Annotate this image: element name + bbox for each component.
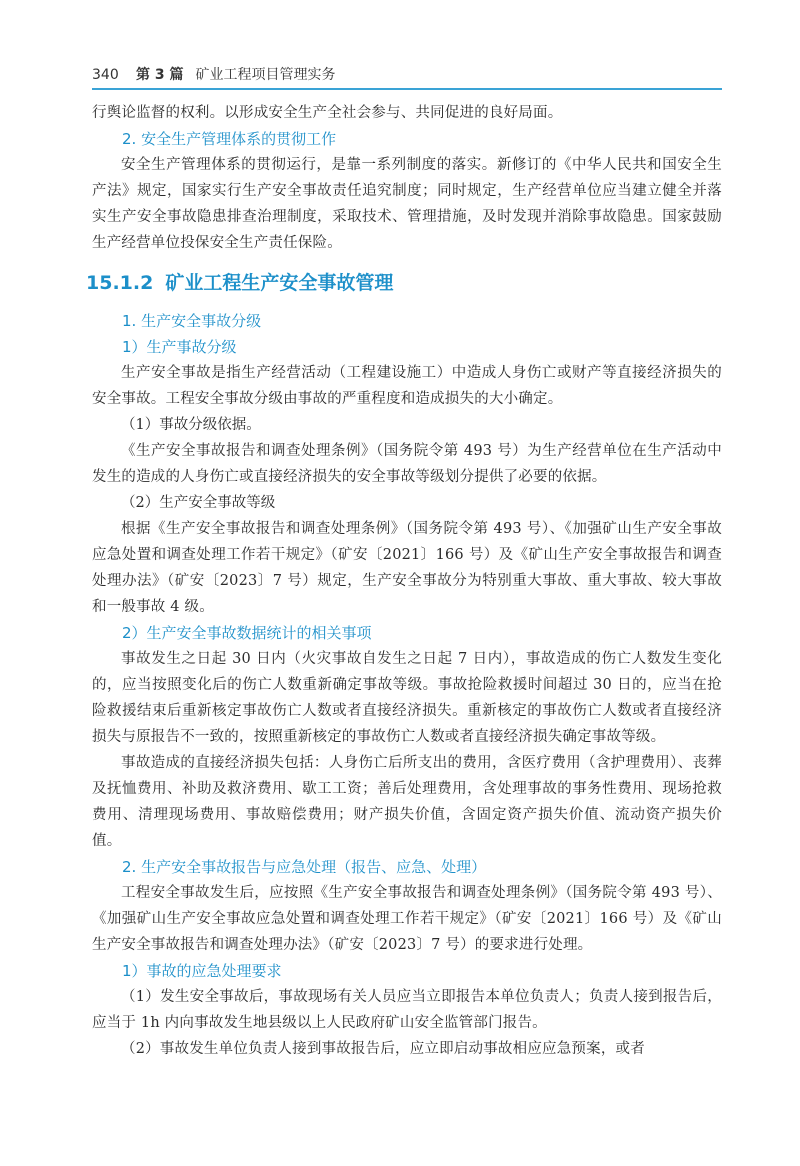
- section-number: 15.1.2: [86, 272, 154, 294]
- subheading: 1）生产事故分级: [122, 338, 237, 356]
- page-number: 340: [92, 67, 119, 83]
- subheading: 2. 安全生产管理体系的贯彻工作: [122, 130, 337, 148]
- paragraph: 《生产安全事故报告和调查处理条例》（国务院令第 493 号）为生产经营单位在生产活动中发生的造成的人身伤亡或直接经济损失的安全事故等级划分提供了必要的依据。: [92, 443, 722, 485]
- list-item: （1）事故分级依据。: [121, 417, 261, 433]
- subheading: 1）事故的应急处理要求: [122, 962, 282, 980]
- book-title: 矿业工程项目管理实务: [195, 67, 336, 83]
- paragraph: 行舆论监督的权利。以形成安全生产全社会参与、共同促进的良好局面。: [92, 105, 563, 121]
- paragraph: 事故发生之日起 30 日内（火灾事故自发生之日起 7 日内），事故造成的伤亡人数发生变化的，应当按照变化后的伤亡人数重新确定事故等级。事故抢险救援时间超过 30 日的，应当在抢险救援结束后重新核定事故伤亡人数或者直接经济损失。重新核定的事故伤亡人数或者直接经济损失与原报告不一致的，按照重新核定的事故伤亡人数或者直接经济损失确定事故等级。: [92, 651, 722, 745]
- subheading: 2. 生产安全事故报告与应急处理（报告、应急、处理）: [122, 858, 487, 876]
- paragraph: 生产安全事故是指生产经营活动（工程建设施工）中造成人身伤亡或财产等直接经济损失的安全事故。工程安全事故分级由事故的严重程度和造成损失的大小确定。: [92, 365, 722, 407]
- part-label: 第 3 篇: [136, 67, 184, 83]
- paragraph: （1）发生安全事故后，事故现场有关人员应当立即报告本单位负责人；负责人接到报告后，应当于 1h 内向事故发生地县级以上人民政府矿山安全监管部门报告。: [92, 989, 722, 1031]
- header-text: [92, 64, 722, 84]
- paragraph: 安全生产管理体系的贯彻运行，是靠一系列制度的落实。新修订的《中华人民共和国安全生产法》规定，国家实行生产安全事故责任追究制度；同时规定，生产经营单位应当建立健全并落实生产安全事故隐患排查治理制度，采取技术、管理措施，及时发现并消除事故隐患。国家鼓励生产经营单位投保安全生产责任保险。: [92, 157, 722, 251]
- subheading: 1. 生产安全事故分级: [122, 312, 262, 330]
- paragraph: 根据《生产安全事故报告和调查处理条例》（国务院令第 493 号）、《加强矿山生产安全事故应急处置和调查处理工作若干规定》（矿安〔2021〕166 号）及《矿山生产安全事故报告和调查处理办法》（矿安〔2023〕7 号）规定，生产安全事故分为特别重大事故、重大事故、较大事故和一般事故 4 级。: [92, 521, 722, 615]
- section-heading: [86, 268, 722, 298]
- page-header: [92, 64, 722, 90]
- paragraph: （2）事故发生单位负责人接到事故报告后，应立即启动事故相应应急预案，或者: [121, 1041, 645, 1057]
- header-rule: [92, 88, 722, 90]
- list-item: （2）生产安全事故等级: [121, 495, 276, 511]
- paragraph: 工程安全事故发生后，应按照《生产安全事故报告和调查处理条例》（国务院令第 493 号）、《加强矿山生产安全事故应急处置和调查处理工作若干规定》（矿安〔2021〕166 号）及《矿山生产安全事故报告和调查处理办法》（矿安〔2023〕7 号）的要求进行处理。: [92, 885, 722, 953]
- subheading: 2）生产安全事故数据统计的相关事项: [122, 624, 372, 642]
- paragraph: 事故造成的直接经济损失包括：人身伤亡后所支出的费用，含医疗费用（含护理费用）、丧葬及抚恤费用、补助及救济费用、歇工工资；善后处理费用，含处理事故的事务性费用、现场抢救费用、清理现场费用、事故赔偿费用；财产损失价值，含固定资产损失价值、流动资产损失价值。: [92, 755, 722, 849]
- page-body: [86, 100, 722, 1062]
- section-title: 矿业工程生产安全事故管理: [165, 272, 394, 294]
